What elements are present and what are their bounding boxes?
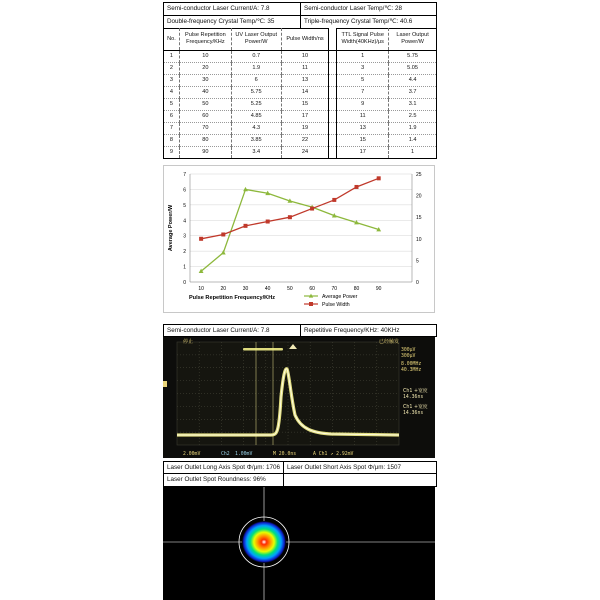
pulse-width-point (221, 232, 225, 236)
y-right-tick-label: 10 (416, 236, 422, 243)
table-gap-cell (329, 74, 337, 86)
oscilloscope-display (163, 337, 435, 458)
chart-section (163, 165, 435, 313)
pulse-width-line (201, 178, 379, 238)
table-row (164, 50, 437, 62)
table-cell: 13 (337, 122, 389, 134)
table-cell: 5.75 (389, 50, 437, 62)
table-cell: 15 (337, 134, 389, 146)
trigger-readout: A Ch1 ↗ 2.92mV (313, 452, 354, 457)
table-cell: 5 (164, 98, 180, 110)
y-left-tick-label: 0 (183, 280, 186, 286)
table-gap-cell (329, 50, 337, 62)
scope-trigger-status: 已经触发 (379, 339, 400, 345)
table-cell: 0.7 (231, 50, 281, 62)
table-header-cell: Pulse Width/ns (281, 28, 329, 50)
table-cell: 4 (164, 86, 180, 98)
table-cell: 24 (281, 146, 329, 158)
measurement-1-value: 14.36ns (403, 395, 424, 400)
table-header-row (164, 28, 437, 50)
table-cell: 4.3 (231, 122, 281, 134)
y-right-tick-label: 20 (416, 193, 422, 200)
power-pulse-chart (164, 166, 436, 314)
legend-label: Average Power (322, 294, 358, 300)
y-left-tick-label: 3 (183, 233, 186, 240)
table-cell: 1 (164, 50, 180, 62)
chart-legend (304, 294, 358, 308)
table-row (164, 122, 437, 134)
table-cell: 5.05 (389, 62, 437, 74)
table-cell: 80 (179, 134, 231, 146)
table-cell: 11 (281, 62, 329, 74)
laser-spot (242, 521, 286, 563)
y-right-tick-label: 0 (416, 280, 419, 286)
ch2-label: Ch2 (221, 452, 230, 457)
table-cell: 17 (337, 146, 389, 158)
table-gap-cell (329, 122, 337, 134)
x-tick-label: 30 (242, 286, 249, 292)
table-row (164, 74, 437, 86)
beam-header-row-2 (163, 473, 437, 487)
scope-readout-1: 300μV (401, 348, 416, 353)
laser-temp-label: Semi-conductor Laser Temp/℃: 28 (300, 3, 436, 15)
table-cell: 4.85 (231, 110, 281, 122)
table-cell: 60 (179, 110, 231, 122)
scope-readout-2: 300μV (401, 354, 416, 359)
table-cell: 1.4 (389, 134, 437, 146)
table-cell: 1.9 (231, 62, 281, 74)
measurement-2-value: 14.36ns (403, 411, 424, 416)
table-cell: 9 (164, 146, 180, 158)
x-tick-label: 60 (309, 286, 315, 292)
param-row-1 (163, 2, 437, 16)
average-power-point (243, 187, 248, 191)
pulse-width-point (266, 220, 270, 224)
y-left-tick-label: 7 (183, 172, 186, 178)
pulse-width-point (288, 215, 292, 219)
y-left-tick-label: 6 (183, 187, 186, 194)
x-tick-label: 70 (331, 286, 338, 292)
double-frequency-temp-label: Double-frequency Crystal Temp/℃: 35 (167, 18, 275, 25)
table-cell: 19 (281, 122, 329, 134)
table-cell: 6 (164, 110, 180, 122)
table-cell: 10 (179, 50, 231, 62)
measurement-1-label: Ch1 +宽度 (403, 389, 428, 394)
table-header-cell: Pulse Repetition Frequency/KHz (179, 28, 231, 50)
table-cell: 3.85 (231, 134, 281, 146)
y-left-tick-label: 1 (183, 264, 186, 271)
pulse-width-point (199, 237, 203, 241)
pulse-width-point (332, 198, 336, 202)
table-cell: 6 (231, 74, 281, 86)
oscilloscope-section (163, 322, 435, 458)
table-cell: 5.25 (231, 98, 281, 110)
ch1-ground-marker-icon (163, 381, 167, 387)
table-cell: 8 (164, 134, 180, 146)
pulse-width-point (355, 185, 359, 189)
legend-label: Pulse Width (322, 302, 350, 308)
x-tick-label: 90 (375, 286, 382, 292)
table-cell: 15 (281, 98, 329, 110)
table-gap-cell (329, 110, 337, 122)
measurement-2-label: Ch1 +宽度 (403, 405, 428, 410)
y-left-tick-label: 4 (183, 218, 186, 225)
table-cell: 5 (337, 74, 389, 86)
pulse-width-point (377, 176, 381, 180)
table-cell: 9 (337, 98, 389, 110)
x-tick-label: 50 (287, 286, 293, 292)
table-gap-cell (329, 62, 337, 74)
table-cell: 90 (179, 146, 231, 158)
measurement-table (163, 28, 437, 159)
table-cell: 1.9 (389, 122, 437, 134)
table-header-cell: No. (164, 28, 180, 50)
table-cell: 70 (179, 122, 231, 134)
scope-run-status: 停止 (183, 339, 194, 345)
table-row (164, 146, 437, 158)
x-tick-label: 20 (220, 286, 227, 292)
table-gap-header (329, 28, 337, 50)
chart-series (199, 176, 381, 273)
chart-tick-labels (183, 172, 422, 292)
table-cell: 1 (337, 50, 389, 62)
legend-square-icon (309, 302, 313, 306)
table-cell: 20 (179, 62, 231, 74)
laser-current-label: Semi-conductor Laser Current/A: 7.8 (167, 5, 270, 12)
y-left-tick-label: 5 (183, 202, 186, 209)
table-cell: 3.1 (389, 98, 437, 110)
table-cell: 22 (281, 134, 329, 146)
table-gap-cell (329, 86, 337, 98)
table-cell: 2 (164, 62, 180, 74)
table-cell: 3.4 (231, 146, 281, 158)
param-row-2 (163, 15, 437, 29)
triple-frequency-temp-label: Triple-frequency Crystal Temp/℃: 40.6 (300, 16, 436, 28)
beam-spot-graphic (163, 487, 435, 600)
pulse-width-point (244, 224, 248, 228)
y-axis-label: Average Power/W (168, 204, 174, 252)
parameter-table-section (163, 0, 437, 162)
x-tick-label: 40 (264, 286, 271, 292)
scope-header-row (163, 324, 437, 337)
table-cell: 7 (164, 122, 180, 134)
table-row (164, 110, 437, 122)
table-row (164, 86, 437, 98)
table-row (164, 134, 437, 146)
pulse-width-point (310, 207, 314, 211)
beam-profile-image (163, 487, 435, 600)
beam-profile-section (163, 461, 435, 600)
table-gap-cell (329, 98, 337, 110)
long-axis-spot-label: Laser Outlet Long Axis Spot Φ/μm: 1706 (167, 464, 280, 471)
y-left-tick-label: 2 (183, 249, 186, 256)
x-axis-label: Pulse Repetition Frequency/KHz (188, 295, 276, 301)
scope-readout-4: 40.3MHz (401, 368, 422, 373)
table-gap-cell (329, 134, 337, 146)
empty-cell (283, 474, 436, 486)
y-right-tick-label: 5 (416, 258, 419, 265)
average-power-point (221, 250, 226, 254)
x-tick-label: 80 (353, 286, 360, 292)
table-cell: 50 (179, 98, 231, 110)
upper-trace-blip (243, 348, 283, 351)
short-axis-spot-label: Laser Outlet Short Axis Spot Φ/μm: 1507 (283, 462, 436, 473)
table-cell: 2.5 (389, 110, 437, 122)
table-header-cell: UV Laser Output Power/W (231, 28, 281, 50)
scope-rep-frequency-label: Repetitive Frequency/KHz: 40KHz (300, 325, 436, 336)
table-cell: 30 (179, 74, 231, 86)
oscilloscope-screen (163, 337, 435, 458)
table-body (164, 50, 437, 158)
table-cell: 4.4 (389, 74, 437, 86)
ch1-scale-readout: 2.00mV (183, 452, 201, 457)
ch2-scale-readout: 1.00mV (235, 452, 253, 457)
scope-readout-3: 8.00MHz (401, 362, 422, 367)
y-right-tick-label: 15 (416, 215, 422, 222)
table-cell: 10 (281, 50, 329, 62)
table-cell: 17 (281, 110, 329, 122)
spot-roundness-label: Laser Outlet Spot Roundness: 96% (167, 476, 266, 483)
timebase-readout: M 20.0ns (273, 452, 297, 457)
x-tick-label: 10 (198, 286, 204, 292)
table-cell: 40 (179, 86, 231, 98)
table-cell: 7 (337, 86, 389, 98)
scope-laser-current-label: Semi-conductor Laser Current/A: 7.8 (167, 327, 270, 334)
table-row (164, 98, 437, 110)
table-cell: 13 (281, 74, 329, 86)
table-cell: 5.75 (231, 86, 281, 98)
table-cell: 3.7 (389, 86, 437, 98)
table-cell: 14 (281, 86, 329, 98)
table-header-cell: TTL Signal Pulse Width(40KHz)/μs (337, 28, 389, 50)
y-right-tick-label: 25 (416, 172, 422, 178)
table-header-cell: Laser Output Power/W (389, 28, 437, 50)
table-cell: 1 (389, 146, 437, 158)
table-gap-cell (329, 146, 337, 158)
table-cell: 3 (164, 74, 180, 86)
table-cell: 11 (337, 110, 389, 122)
table-row (164, 62, 437, 74)
table-cell: 3 (337, 62, 389, 74)
